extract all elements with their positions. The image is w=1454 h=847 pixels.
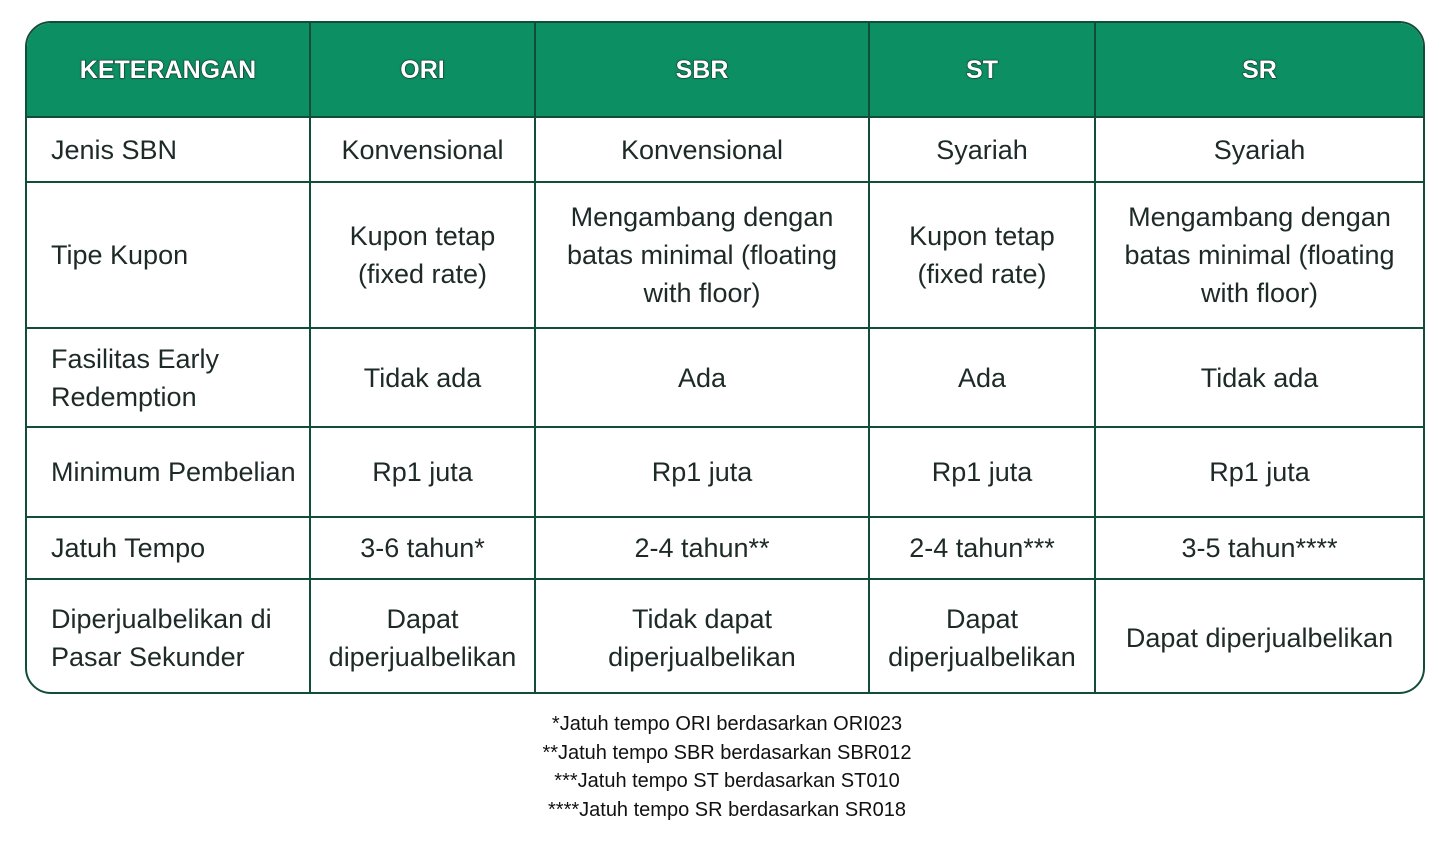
table-row xyxy=(27,182,1423,328)
footnote: ***Jatuh tempo ST berdasarkan ST010 xyxy=(554,770,900,793)
footnote: ****Jatuh tempo SR berdasarkan SR018 xyxy=(548,799,906,822)
table-cell: 3-6 tahun* xyxy=(310,517,535,579)
table-row xyxy=(27,117,1423,182)
table-cell: Rp1 juta xyxy=(1095,427,1423,517)
table-cell: Kupon tetap (fixed rate) xyxy=(310,182,535,328)
header-sbr: SBR xyxy=(535,23,869,117)
table-cell: 2-4 tahun** xyxy=(535,517,869,579)
table-cell: Konvensional xyxy=(310,117,535,182)
row-label: Jatuh Tempo xyxy=(27,517,310,579)
comparison-table-container xyxy=(25,21,1425,694)
header-ori: ORI xyxy=(310,23,535,117)
table-cell: Tidak dapat diperjualbelikan xyxy=(535,579,869,694)
table-row xyxy=(27,328,1423,427)
table-cell: Dapat diperjualbelikan xyxy=(869,579,1095,694)
sbn-comparison-table xyxy=(27,23,1423,694)
table-cell: Dapat diperjualbelikan xyxy=(310,579,535,694)
table-cell: Syariah xyxy=(869,117,1095,182)
table-cell: 2-4 tahun*** xyxy=(869,517,1095,579)
table-cell: Ada xyxy=(535,328,869,427)
table-cell: Konvensional xyxy=(535,117,869,182)
table-cell: Tidak ada xyxy=(310,328,535,427)
row-label: Jenis SBN xyxy=(27,117,310,182)
footnote: **Jatuh tempo SBR berdasarkan SBR012 xyxy=(542,741,912,764)
row-label: Fasilitas Early Redemption xyxy=(27,328,310,427)
header-st: ST xyxy=(869,23,1095,117)
row-label: Minimum Pembelian xyxy=(27,427,310,517)
table-cell: Mengambang dengan batas minimal (floating with floor) xyxy=(535,182,869,328)
table-cell: Dapat diperjualbelikan xyxy=(1095,579,1423,694)
table-cell: Rp1 juta xyxy=(535,427,869,517)
row-label: Diperjualbelikan di Pasar Sekunder xyxy=(27,579,310,694)
table-cell: Tidak ada xyxy=(1095,328,1423,427)
table-cell: Syariah xyxy=(1095,117,1423,182)
table-cell: Rp1 juta xyxy=(869,427,1095,517)
footnotes xyxy=(0,710,1454,825)
table-cell: Mengambang dengan batas minimal (floating with floor) xyxy=(1095,182,1423,328)
table-row xyxy=(27,427,1423,517)
row-label: Tipe Kupon xyxy=(27,182,310,328)
header-sr: SR xyxy=(1095,23,1423,117)
table-cell: 3-5 tahun**** xyxy=(1095,517,1423,579)
table-row xyxy=(27,579,1423,694)
table-cell: Kupon tetap (fixed rate) xyxy=(869,182,1095,328)
footnote: *Jatuh tempo ORI berdasarkan ORI023 xyxy=(551,713,903,735)
header-keterangan: KETERANGAN xyxy=(27,23,310,117)
header-row xyxy=(27,23,1423,117)
table-cell: Ada xyxy=(869,328,1095,427)
table-row xyxy=(27,517,1423,579)
table-cell: Rp1 juta xyxy=(310,427,535,517)
